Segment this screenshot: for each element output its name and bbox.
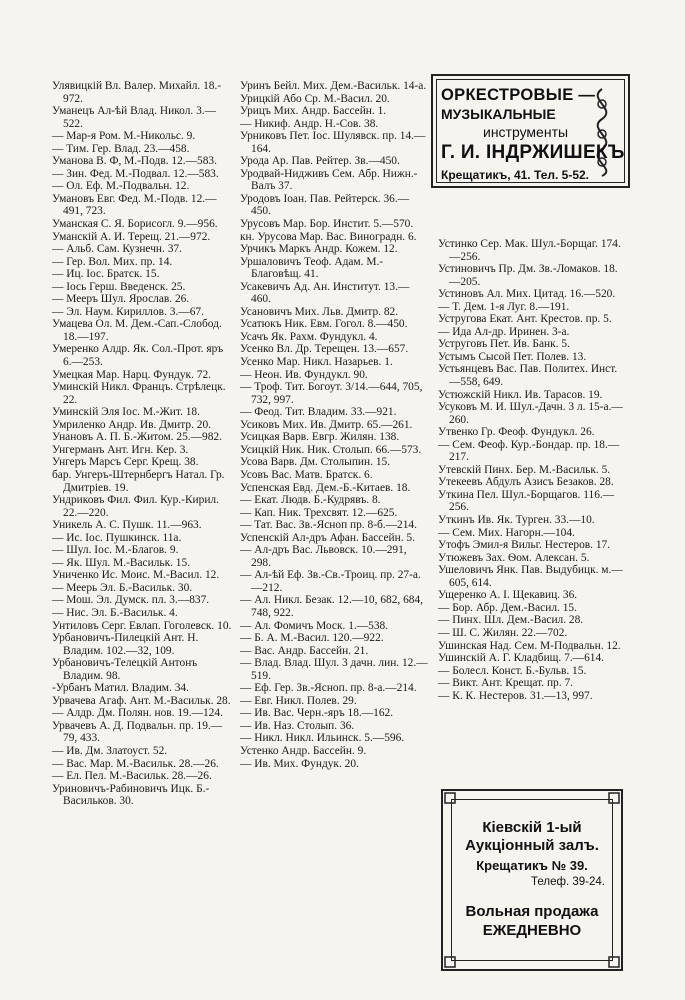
ad-line-address: Крещатикъ, 41. Тел. 5-52.	[441, 168, 590, 182]
directory-entry: — Ал-дръ Вас. Львовск. 10.—291, 298.	[240, 544, 407, 569]
directory-entry: бар. Унгеръ-Штернбергъ Натал. Гр. Дмитріев. 19.	[52, 468, 225, 494]
directory-entry: — Гер. Вол. Мих. пр. 14.	[52, 255, 173, 268]
directory-entry: — Ис. Іос. Пушкинск. 11а.	[52, 531, 182, 544]
directory-entry: Уршаловичъ Теоф. Адам. М.-Благовѣщ. 41.	[240, 255, 384, 281]
directory-entry: Усицкій Ник. Ник. Столып. 66.—573.	[240, 443, 422, 456]
directory-entry: Умриленко Андр. Ив. Дмитр. 20.	[52, 418, 212, 431]
directory-entry: Успенскій Ал-дръ Афан. Бассейн. 5.	[240, 531, 415, 544]
directory-entry: Урусовъ Мар. Бор. Инстит. 5.—570.	[240, 218, 414, 231]
directory-entry: Устругова Екат. Ант. Крестов. пр. 5.	[438, 313, 612, 326]
directory-entry: Урицъ Мих. Андр. Бассейн. 1.	[240, 105, 387, 118]
directory-entry: Уродвай-Нидживъ Сем. Абр. Нижн.-Валъ 37.	[240, 167, 418, 193]
directory-entry: Урода Ар. Пав. Рейтер. Зв.—450.	[240, 155, 400, 168]
directory-entry: Уриновичъ-Рабиновичъ Ицк. Б.-Васильков. 30.	[52, 782, 210, 808]
directory-entry: Урвачева Агаф. Ант. М.-Васильк. 28.	[52, 694, 231, 707]
directory-entry: Утевскій Пинх. Бер. М.-Васильк. 5.	[438, 463, 611, 476]
directory-entry: — Ив. Наз. Столып. 36.	[240, 719, 355, 732]
directory-entry: — Б. А. М.-Васил. 120.—922.	[240, 632, 384, 645]
directory-entry: — Еф. Гер. Зв.-Ясноп. пр. 8-а.—214.	[240, 682, 417, 695]
directory-entry: — Никиф. Андр. Н.-Сов. 38.	[240, 117, 379, 130]
directory-entry: — Ел. Пел. М.-Васильк. 28.—26.	[52, 770, 212, 783]
directory-entry: Урбановичъ-Телецкій Антонъ Владим. 98.	[52, 657, 198, 682]
directory-entry: кн. Урусова Мар. Вас. Виноградн. 6.	[240, 230, 417, 243]
directory-entry: — Неон. Ив. Фундукл. 90.	[240, 368, 368, 381]
directory-entry: — Ш. С. Жилян. 22.—702.	[438, 626, 568, 639]
ad-line-instruments: инструменты	[483, 124, 569, 140]
directory-entry: Усенко Вл. Др. Терещен. 13.—657.	[240, 343, 409, 356]
ad-line-free-sale: Вольная продажа	[465, 903, 599, 920]
directory-column-3	[438, 238, 628, 702]
directory-entry: — Т. Дем. 1-я Луг. 8.—191.	[438, 300, 570, 313]
directory-entry: — Феод. Тит. Владим. 33.—921.	[240, 406, 397, 419]
directory-entry: Усачъ Як. Рахм. Фундукл. 4.	[240, 330, 378, 343]
directory-entry: Уродовъ Іоан. Пав. Рейтерск. 36.—450.	[240, 192, 410, 218]
directory-entry: Умацева Ол. М. Дем.-Сап.-Слобод. 18.—197.	[52, 318, 222, 343]
directory-entry: Унтиловъ Серг. Евлап. Гоголевск. 10.	[52, 619, 232, 632]
directory-entry: Урниковъ Пет. Іос. Шулявск. пр. 14.—164.	[240, 130, 426, 155]
directory-entry: Унгерманъ Ант. Игн. Кер. 3.	[52, 443, 189, 456]
directory-entry: — Мееръ Шул. Ярослав. 26.	[52, 293, 190, 306]
directory-entry: Усуковъ М. И. Шул.-Дачн. 3 л. 15-а.—260.	[438, 401, 623, 426]
directory-entry: — Иц. Іос. Братск. 15.	[52, 268, 160, 281]
directory-entry: Устинко Сер. Мак. Шул.-Борщаг. 174.—256.	[438, 238, 621, 263]
directory-entry: Уманская С. Я. Борисогл. 9.—956.	[52, 218, 218, 231]
directory-entry: Усицкая Варв. Евгр. Жилян. 138.	[240, 431, 400, 444]
directory-entry: Ушинскій А. Г. Кладбищ. 7.—614.	[438, 652, 604, 665]
directory-entry: — Сем. Мих. Нагорн.—104.	[438, 526, 575, 539]
directory-entry: Уструговъ Пет. Ив. Банк. 5.	[438, 338, 570, 351]
directory-entry: Усова Варв. Дм. Столыпин. 15.	[240, 456, 391, 469]
directory-entry: Уминскій Эля Іос. М.-Жит. 18.	[52, 406, 200, 419]
directory-entry: Урицкій Або Ср. М.-Васил. 20.	[240, 92, 390, 105]
directory-entry: — Ал. Фомичъ Моск. 1.—538.	[240, 619, 389, 632]
directory-entry: Усатюкъ Ник. Евм. Гогол. 8.—450.	[240, 318, 408, 331]
directory-entry: — Меерь Эл. Б.-Васильк. 30.	[52, 581, 193, 594]
directory-entry: — Як. Шул. М.-Васильк. 15.	[52, 556, 191, 569]
advertisement-instruments	[431, 74, 630, 188]
directory-entry: — Бор. Абр. Дем.-Васил. 15.	[438, 601, 577, 614]
directory-entry: — Ал-ѣй Еф. Зв.-Св.-Троиц. пр. 27-а.—212.	[240, 569, 421, 594]
directory-entry: — К. К. Нестеров. 31.—13, 997.	[438, 689, 593, 702]
directory-entry: Уникель А. С. Пушк. 11.—963.	[52, 519, 202, 532]
ad-line-address: Крещатикъ № 39.	[476, 858, 588, 873]
directory-entry: Усиковъ Мих. Ив. Дмитр. 65.—261.	[240, 418, 413, 431]
ad-line-musical: МУЗЫКАЛЬНЫЕ	[441, 106, 556, 122]
directory-entry: — Троф. Тит. Богоут. 3/14.—644, 705, 732, 997.	[240, 381, 423, 406]
directory-column-2	[240, 80, 428, 770]
directory-entry: Устьянцевъ Вас. Пав. Политех. Инст.—558, 649.	[438, 363, 618, 389]
directory-entry: — Ида Ал-др. Иринен. 3-а.	[438, 325, 570, 338]
directory-entry: Устымъ Сысой Пет. Полев. 13.	[438, 350, 587, 363]
ad-line-merchant: Г. И. ІНДРЖИШЕКЪ	[441, 142, 625, 163]
directory-entry: Утюжевъ Зах. Ѳом. Алексан. 5.	[438, 551, 590, 564]
ad-line-daily: ЕЖЕДНЕВНО	[482, 922, 582, 939]
directory-entry: Усенко Мар. Никл. Назарьев. 1.	[240, 356, 393, 369]
directory-entry: — Вас. Мар. М.-Васильк. 28.—26.	[52, 757, 219, 770]
directory-entry: Умецкая Мар. Нарц. Фундук. 72.	[52, 368, 212, 381]
directory-entry: — Никл. Никл. Ильинск. 5.—596.	[240, 732, 405, 745]
directory-entry: — Тат. Вас. Зв.-Ясноп пр. 8-б.—214.	[240, 519, 417, 532]
directory-entry: — Екат. Людв. Б.-Кудрявъ. 8.	[240, 494, 381, 507]
directory-entry: — Тим. Гер. Влад. 23.—458.	[52, 142, 190, 155]
directory-entry: — Ив. Дм. Златоуст. 52.	[52, 744, 168, 757]
directory-entry: Уманецъ Ал-ѣй Влад. Никол. 3.—522.	[52, 105, 217, 130]
directory-entry: Утекеевъ Абдулъ Азисъ Безаков. 28.	[438, 476, 614, 489]
directory-entry: — Ив. Мих. Фундук. 20.	[240, 757, 359, 770]
directory-entry: — Мош. Эл. Думск. пл. 3.—837.	[52, 594, 210, 607]
directory-entry: Утофъ Эмил-я Вильг. Нестеров. 17.	[438, 539, 611, 552]
directory-entry: Улявицкій Вл. Валер. Михайл. 18.- 972.	[52, 80, 222, 105]
directory-entry: Устенко Андр. Бассейн. 9.	[240, 744, 367, 757]
directory-entry: Уминскій Никл. Францъ. Стрѣлецк. 22.	[52, 381, 226, 406]
directory-entry: Урчикъ Маркъ Андр. Кожем. 12.	[240, 243, 398, 256]
directory-entry: Умановъ Евг. Фед. М.-Подв. 12.—491, 723.	[52, 192, 217, 218]
directory-entry: Устиновъ Ал. Мих. Цитад. 16.—520.	[438, 288, 616, 301]
directory-entry: — Нис. Эл. Б.-Васильк. 4.	[52, 606, 178, 619]
directory-entry: — Ал. Никл. Безак. 12.—10, 682, 684, 748, 922.	[240, 594, 424, 619]
directory-entry: Усакевичъ Ад. Ан. Институт. 13.—460.	[240, 280, 410, 306]
directory-entry: Уткина Пел. Шул.-Борщагов. 116.—256.	[438, 488, 615, 514]
directory-entry: Урвачевъ А. Д. Подвальн. пр. 19.—79, 433.	[52, 719, 223, 745]
directory-entry: Уманова В. Ф, М.-Подв. 12.—583.	[52, 155, 217, 168]
directory-entry: — Зин. Фед. М.-Подвал. 12.—583.	[52, 167, 219, 180]
directory-entry: — Іось Герш. Введенск. 25.	[52, 280, 186, 293]
ad-line-phone: Телеф. 39-24.	[531, 876, 605, 888]
directory-entry: Унановъ А. П. Б.-Житом. 25.—982.	[52, 431, 222, 444]
directory-entry: — Вас. Андр. Бассейн. 21.	[240, 644, 369, 657]
directory-entry: — Евг. Никл. Полев. 29.	[240, 694, 357, 707]
directory-entry: Уманскій А. И. Терещ. 21.—972.	[52, 230, 211, 243]
directory-entry: Уткинъ Ив. Як. Турген. 33.—10.	[438, 514, 595, 527]
directory-entry: — Болесл. Конст. Б.-Бульв. 15.	[438, 664, 587, 677]
directory-entry: Устиновичъ Пр. Дм. Зв.-Ломаков. 18.—205.	[438, 263, 618, 288]
directory-entry: — Мар-я Ром. М.-Никольс. 9.	[52, 130, 196, 143]
directory-entry: — Эл. Наум. Кириллов. 3.—67.	[52, 305, 204, 318]
directory-entry: -Урбанъ Матил. Владим. 34.	[52, 682, 189, 695]
directory-entry: — Ив. Вас. Черн.-яръ 18.—162.	[240, 707, 394, 720]
ad-line-orchestral: ОРКЕСТРОВЫЕ —	[441, 86, 596, 104]
directory-entry: — Альб. Сам. Кузнечн. 37.	[52, 243, 182, 256]
ad-line-auction-hall: Аукціонный залъ.	[465, 837, 599, 854]
directory-entry: Унгеръ Марсъ Серг. Крещ. 38.	[52, 456, 199, 469]
directory-entry: — Пинх. Шл. Дем.-Васил. 28.	[438, 614, 584, 627]
directory-entry: — Кап. Ник. Трехсвят. 12.—625.	[240, 506, 398, 519]
directory-entry: Ушеловичъ Янк. Пав. Выдубицк. м.—605, 614.	[438, 564, 623, 589]
directory-entry: Усановичъ Мих. Льв. Дмитр. 82.	[240, 305, 399, 318]
directory-entry: — Сем. Феоф. Кур.-Бондар. пр. 18.—217.	[438, 438, 620, 464]
directory-entry: Униченко Ис. Моис. М.-Васил. 12.	[52, 569, 220, 582]
directory-entry: Успенская Евд. Дем.-Б.-Китаев. 18.	[240, 481, 411, 494]
directory-entry: Усовъ Вас. Матв. Братск. 6.	[240, 468, 373, 481]
directory-entry: Ущеренко А. І. Щекавиц. 36.	[438, 589, 578, 602]
ad-line-kievskiy: Кіевскій 1-ый	[482, 819, 582, 836]
directory-entry: — Алдр. Дм. Полян. нов. 19.—124.	[52, 707, 223, 720]
directory-entry: Ундриковъ Фил. Фил. Кур.-Кирил. 22.—220.	[52, 494, 219, 519]
directory-entry: Утвенко Гр. Феоф. Фундукл. 26.	[438, 426, 595, 439]
directory-entry: — Шул. Іос. М.-Благов. 9.	[52, 544, 179, 557]
directory-entry: Уринъ Бейл. Мих. Дем.-Васильк. 14-а.	[240, 80, 427, 92]
directory-entry: — Викт. Ант. Крещат. пр. 7.	[438, 677, 573, 690]
directory-entry: — Влад. Влад. Шул. 3 дачн. лин. 12.—519.	[240, 657, 428, 682]
directory-entry: Устюжскій Никл. Ив. Тарасов. 19.	[438, 388, 603, 401]
directory-column-1	[52, 80, 232, 808]
directory-entry: Урбановичъ-Пилецкій Ант. Н. Владим. 102.—32, 109.	[52, 632, 199, 657]
directory-entry: Умеренко Алдр. Як. Сол.-Прот. яръ 6.—253.	[52, 343, 224, 369]
advertisement-auction	[441, 789, 623, 971]
directory-entry: Ушинская Над. Сем. М-Подвальн. 12.	[438, 639, 621, 652]
directory-entry: — Ол. Еф. М.-Подвальн. 12.	[52, 180, 190, 193]
